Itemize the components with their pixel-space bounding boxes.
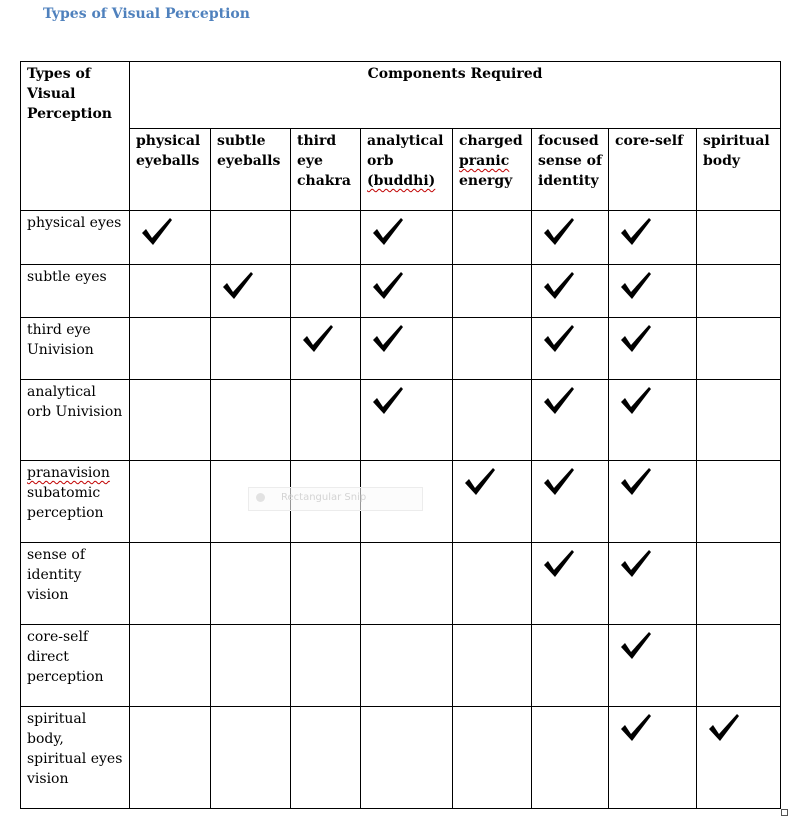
row-label bbox=[21, 265, 130, 318]
table-cell bbox=[532, 318, 609, 380]
table-cell bbox=[211, 318, 291, 380]
checkmark-icon bbox=[463, 466, 525, 504]
table-cell bbox=[453, 380, 532, 461]
table-cell bbox=[697, 543, 781, 625]
snip-icon bbox=[256, 493, 265, 502]
table-cell bbox=[211, 211, 291, 265]
checkmark-icon bbox=[542, 385, 602, 423]
table-row bbox=[21, 211, 781, 265]
table-row bbox=[21, 318, 781, 380]
table-cell bbox=[609, 211, 697, 265]
row-label-text: spiritual body, spiritual eyes vision bbox=[27, 711, 123, 787]
row-label-text: subtle eyes bbox=[27, 269, 107, 285]
table-cell bbox=[291, 380, 361, 461]
table-cell bbox=[211, 625, 291, 707]
table-cell bbox=[609, 461, 697, 543]
table-cell bbox=[291, 543, 361, 625]
table-row bbox=[21, 380, 781, 461]
checkmark-icon bbox=[619, 630, 690, 668]
table-cell bbox=[532, 543, 609, 625]
table-cell bbox=[697, 265, 781, 318]
table-cell bbox=[130, 211, 211, 265]
column-header-spiritual-body: spiritual body bbox=[697, 129, 781, 211]
table-row bbox=[21, 543, 781, 625]
table-cell bbox=[361, 543, 453, 625]
table-cell bbox=[453, 707, 532, 809]
resize-handle[interactable] bbox=[781, 809, 788, 816]
table-cell bbox=[532, 211, 609, 265]
checkmark-icon bbox=[619, 385, 690, 423]
table-cell bbox=[453, 211, 532, 265]
table-cell bbox=[453, 625, 532, 707]
table-cell bbox=[361, 625, 453, 707]
row-label-text: core-self direct perception bbox=[27, 629, 104, 685]
column-header-third-eye-chakra: third eye chakra bbox=[291, 129, 361, 211]
checkmark-icon bbox=[371, 270, 446, 308]
table-cell bbox=[361, 265, 453, 318]
components-required-header: Components Required bbox=[130, 62, 781, 129]
perception-table bbox=[20, 61, 781, 809]
row-label-text: physical eyes bbox=[27, 215, 122, 231]
row-label-text: third eye Univision bbox=[27, 322, 94, 358]
table-cell bbox=[453, 461, 532, 543]
table-cell bbox=[211, 265, 291, 318]
table-row bbox=[21, 707, 781, 809]
table-row bbox=[21, 265, 781, 318]
table-cell bbox=[453, 318, 532, 380]
table-cell bbox=[697, 211, 781, 265]
table-cell bbox=[532, 461, 609, 543]
checkmark-icon bbox=[140, 216, 204, 254]
table-cell bbox=[532, 625, 609, 707]
checkmark-icon bbox=[707, 712, 774, 750]
page-title: Types of Visual Perception bbox=[43, 6, 250, 22]
table-row bbox=[21, 625, 781, 707]
table-cell bbox=[130, 707, 211, 809]
checkmark-icon bbox=[371, 385, 446, 423]
checkmark-icon bbox=[542, 216, 602, 254]
table-cell bbox=[130, 461, 211, 543]
table-cell bbox=[609, 380, 697, 461]
checkmark-icon bbox=[542, 548, 602, 586]
table-cell bbox=[130, 318, 211, 380]
table-cell bbox=[453, 543, 532, 625]
table-cell bbox=[697, 461, 781, 543]
checkmark-icon bbox=[542, 270, 602, 308]
checkmark-icon bbox=[542, 466, 602, 504]
table-cell bbox=[361, 380, 453, 461]
column-header-physical-eyeballs: physical eyeballs bbox=[130, 129, 211, 211]
table-cell bbox=[532, 707, 609, 809]
table-cell bbox=[453, 265, 532, 318]
table-cell bbox=[361, 211, 453, 265]
checkmark-icon bbox=[371, 323, 446, 361]
table-cell bbox=[697, 318, 781, 380]
column-header-focused-sense-of-identity: focused sense of identity bbox=[532, 129, 609, 211]
table-cell bbox=[291, 211, 361, 265]
column-header-core-self: core-self bbox=[609, 129, 697, 211]
table-cell bbox=[609, 318, 697, 380]
row-label-text: pranavision subatomic perception bbox=[27, 465, 110, 521]
column-header-analytical-orb: analytical orb (buddhi) bbox=[361, 129, 453, 211]
checkmark-icon bbox=[542, 323, 602, 361]
checkmark-icon bbox=[619, 548, 690, 586]
table-cell bbox=[361, 707, 453, 809]
checkmark-icon bbox=[221, 270, 284, 308]
table-cell bbox=[291, 265, 361, 318]
row-label bbox=[21, 461, 130, 543]
table-cell bbox=[609, 707, 697, 809]
table-cell bbox=[609, 265, 697, 318]
table-cell bbox=[609, 625, 697, 707]
checkmark-icon bbox=[301, 323, 354, 361]
table-cell bbox=[532, 380, 609, 461]
corner-header: Types of Visual Perception bbox=[21, 62, 130, 211]
table-cell bbox=[130, 380, 211, 461]
checkmark-icon bbox=[619, 323, 690, 361]
table-cell bbox=[609, 543, 697, 625]
table-cell bbox=[532, 265, 609, 318]
row-label bbox=[21, 211, 130, 265]
checkmark-icon bbox=[619, 216, 690, 254]
column-header-subtle-eyeballs: subtle eyeballs bbox=[211, 129, 291, 211]
table-cell bbox=[130, 543, 211, 625]
table-cell bbox=[291, 318, 361, 380]
table-cell bbox=[211, 380, 291, 461]
table-cell bbox=[291, 707, 361, 809]
snip-label: Rectangular Snip bbox=[281, 492, 367, 503]
checkmark-icon bbox=[371, 216, 446, 254]
rectangular-snip-tooltip bbox=[248, 487, 423, 511]
checkmark-icon bbox=[619, 712, 690, 750]
table-cell bbox=[697, 707, 781, 809]
row-label bbox=[21, 625, 130, 707]
table-cell bbox=[130, 265, 211, 318]
table-cell bbox=[130, 625, 211, 707]
checkmark-icon bbox=[619, 466, 690, 504]
row-label bbox=[21, 380, 130, 461]
row-label bbox=[21, 543, 130, 625]
table-cell bbox=[211, 707, 291, 809]
row-label-text: sense of identity vision bbox=[27, 547, 86, 603]
row-label bbox=[21, 318, 130, 380]
table-cell bbox=[697, 625, 781, 707]
row-label-text: analytical orb Univision bbox=[27, 384, 123, 420]
checkmark-icon bbox=[619, 270, 690, 308]
table-cell bbox=[211, 543, 291, 625]
table-cell bbox=[291, 625, 361, 707]
table-cell bbox=[697, 380, 781, 461]
row-label bbox=[21, 707, 130, 809]
table-cell bbox=[361, 318, 453, 380]
column-header-charged-pranic-energy: charged pranic energy bbox=[453, 129, 532, 211]
